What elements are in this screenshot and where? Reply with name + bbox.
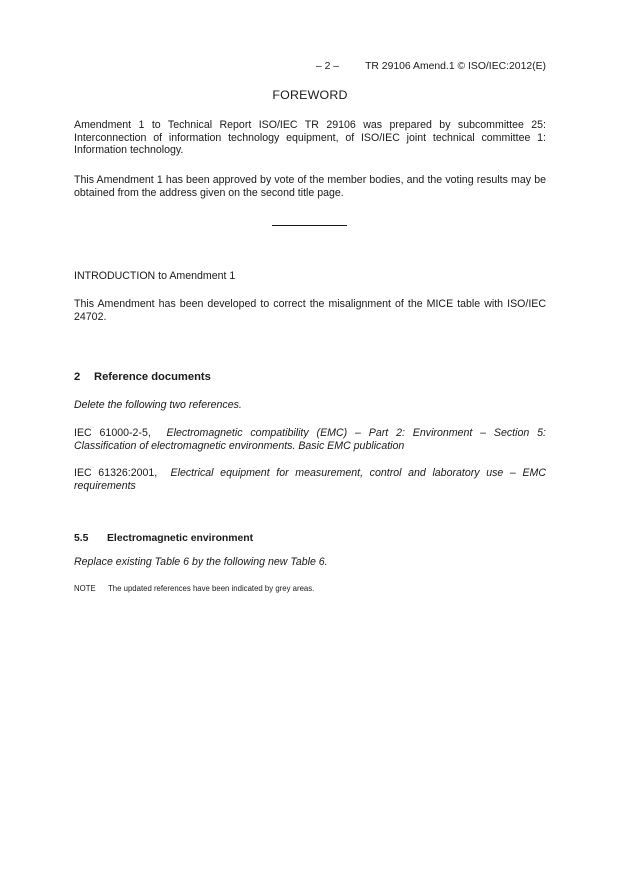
reference-id: IEC 61000-2-5, [74, 427, 151, 439]
reference-item [74, 427, 546, 452]
note-text: The updated references have been indicated by grey areas. [108, 584, 315, 593]
introduction-heading: INTRODUCTION to Amendment 1 [74, 270, 236, 282]
introduction-paragraph: This Amendment has been developed to correct the misalignment of the MICE table with ISO/IEC 24702. [74, 298, 546, 323]
page-number: – 2 – [315, 61, 340, 72]
note [74, 584, 314, 594]
foreword-paragraph-1: Amendment 1 to Technical Report ISO/IEC TR 29106 was prepared by subcommittee 25: Interconnection of information technology equipment, of ISO/IEC joint technical committee 1: Information technology. [74, 119, 546, 157]
reference-id: IEC 61326:2001, [74, 467, 158, 479]
section-2-heading [74, 371, 211, 384]
foreword-title: FOREWORD [272, 88, 348, 102]
document-identifier: TR 29106 Amend.1 © ISO/IEC:2012(E) [365, 61, 546, 72]
section-2-instruction: Delete the following two references. [74, 399, 242, 411]
reference-title: Electromagnetic compatibility (EMC) – Part 2: Environment – Section 5: Classification of electromagnetic environments. Basic EMC publication [74, 427, 546, 452]
reference-title: Electrical equipment for measurement, control and laboratory use – EMC requirements [74, 467, 547, 492]
section-5-5-number: 5.5 [74, 533, 89, 544]
foreword-paragraph-2: This Amendment 1 has been approved by vote of the member bodies, and the voting results may be obtained from the address given on the second title page. [74, 174, 546, 199]
page-header [316, 61, 546, 74]
note-label: NOTE [74, 584, 96, 593]
section-5-5-title: Electromagnetic environment [107, 533, 254, 544]
section-2-title: Reference documents [94, 371, 211, 383]
section-5-5-instruction: Replace existing Table 6 by the following new Table 6. [74, 556, 328, 568]
section-5-5-heading [74, 533, 253, 546]
section-2-number: 2 [74, 371, 81, 383]
reference-item [74, 467, 546, 492]
section-divider [272, 225, 347, 226]
